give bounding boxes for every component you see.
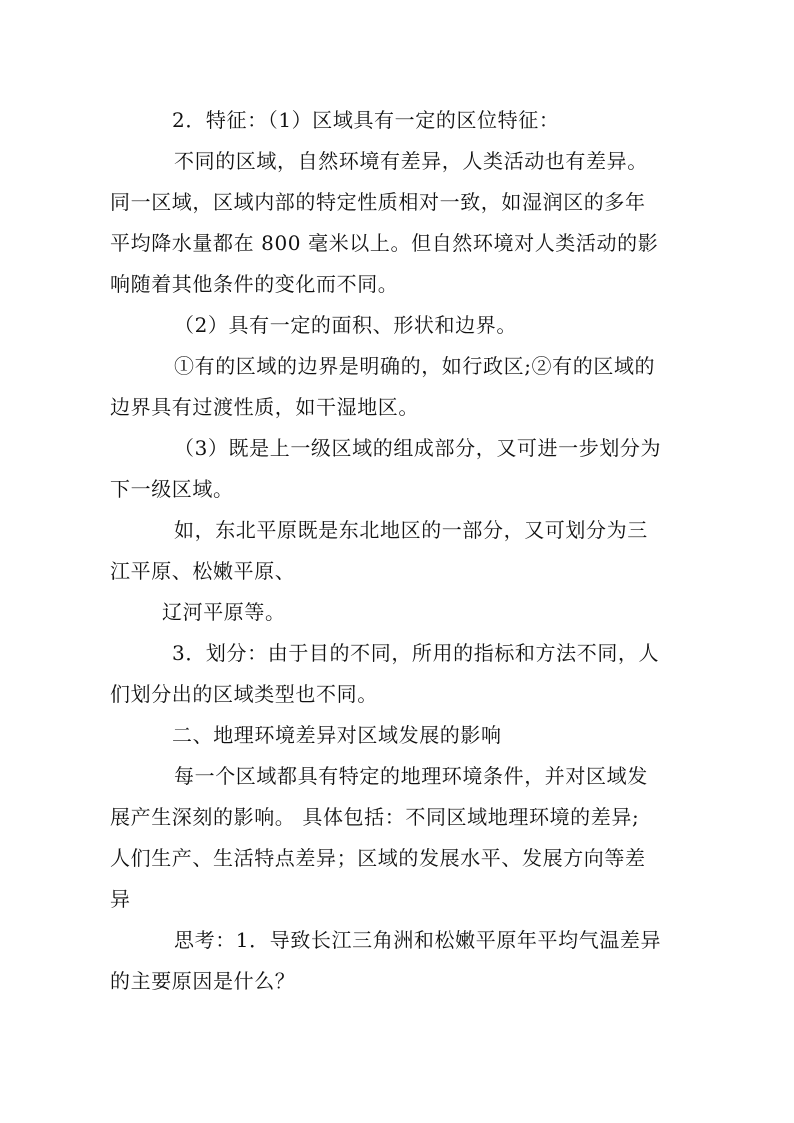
heading-features: 2．特征：（1）区域具有一定的区位特征： — [172, 108, 560, 132]
paragraph-line: 每一个区域都具有特定的地理环境条件，并对区域发 — [174, 764, 648, 788]
paragraph-line: ①有的区域的边界是明确的，如行政区;②有的区域的 — [174, 354, 656, 378]
question-line: 思考：1．导致长江三角洲和松嫩平原年平均气温差异 — [174, 928, 662, 952]
paragraph-line: 辽河平原等。 — [162, 600, 286, 624]
paragraph-line: 边界具有过渡性质，如干湿地区。 — [110, 395, 419, 419]
paragraph-line: 不同的区域，自然环境有差异，人类活动也有差异。 — [174, 149, 648, 173]
paragraph-line: 异 — [110, 887, 131, 911]
paragraph-line: 们划分出的区域类型也不同。 — [110, 682, 378, 706]
paragraph-line: 展产生深刻的影响。 具体包括：不同区域地理环境的差异; — [110, 805, 640, 829]
heading-division: 3．划分：由于目的不同，所用的指标和方法不同，人 — [172, 641, 660, 665]
paragraph-line: 人们生产、生活特点差异；区域的发展水平、发展方向等差 — [110, 846, 646, 870]
subheading-hierarchy: （3）既是上一级区域的组成部分，又可进一步划分为 — [174, 436, 662, 460]
paragraph-line: 下一级区域。 — [110, 477, 234, 501]
paragraph-line: 平均降水量都在 800 毫米以上。但自然环境对人类活动的影 — [110, 231, 659, 255]
paragraph-line: 如，东北平原既是东北地区的一部分，又可划分为三 — [174, 518, 648, 542]
question-line: 的主要原因是什么？ — [110, 969, 296, 993]
paragraph-line: 江平原、松嫩平原、 — [110, 559, 296, 583]
subheading-area-shape-boundary: （2）具有一定的面积、形状和边界。 — [174, 313, 517, 337]
section-heading: 二、地理环境差异对区域发展的影响 — [172, 723, 502, 747]
paragraph-line: 同一区域，区域内部的特定性质相对一致，如湿润区的多年 — [110, 190, 646, 214]
paragraph-line: 响随着其他条件的变化而不同。 — [110, 272, 399, 296]
